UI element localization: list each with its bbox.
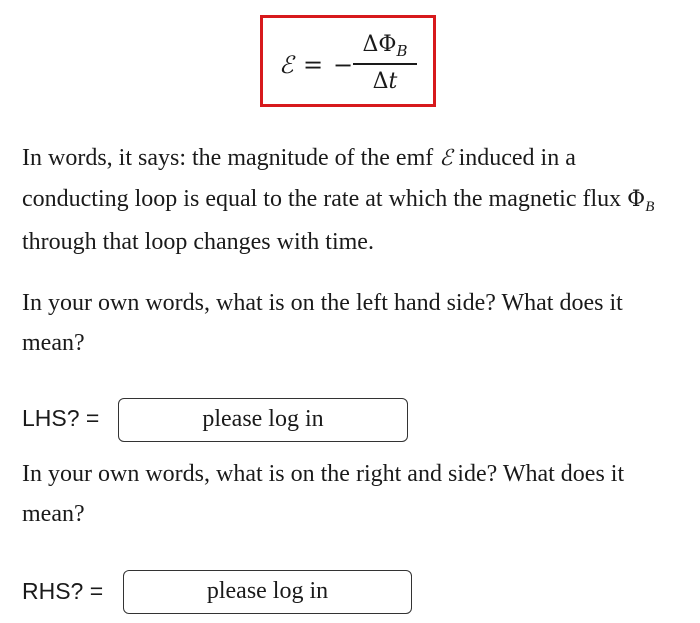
question-rhs: In your own words, what is on the right and side? What does it mean? [22, 461, 625, 527]
explanation-text-1: In words, it says: the magnitude of the emf [22, 145, 440, 171]
rhs-answer-field[interactable]: please log in [123, 570, 412, 614]
faraday-law-formula [263, 18, 433, 104]
lhs-label: LHS? = [22, 405, 100, 431]
explanation-paragraph [22, 138, 672, 262]
formula-minus: − [333, 51, 354, 79]
formula-denominator [353, 69, 417, 94]
formula-equals: = [303, 51, 324, 79]
explanation-phi-subscript: B [645, 199, 655, 215]
rhs-label: RHS? = [22, 578, 104, 604]
explanation-text-2: induced in a conducting loop is equal to the rate at which the magnetic flux [22, 145, 628, 212]
explanation-text-3: through that loop changes with time. [22, 229, 374, 255]
explanation-phi-symbol: Φ [627, 187, 646, 212]
formula-numerator-delta-phi: ΔΦ [362, 32, 397, 57]
formula-denominator-t: t [388, 69, 398, 94]
formula-numerator [353, 32, 417, 60]
lhs-answer-field[interactable]: please log in [118, 398, 408, 442]
formula-fraction-bar [353, 63, 417, 65]
explanation-emf-symbol: ℰ [439, 146, 453, 171]
formula-box [260, 15, 436, 107]
formula-denominator-delta: Δ [372, 69, 389, 94]
formula-numerator-subscript: B [396, 42, 408, 60]
formula-emf-symbol: ℰ [279, 51, 294, 79]
question-lhs: In your own words, what is on the left hand side? What does it mean? [22, 290, 623, 356]
